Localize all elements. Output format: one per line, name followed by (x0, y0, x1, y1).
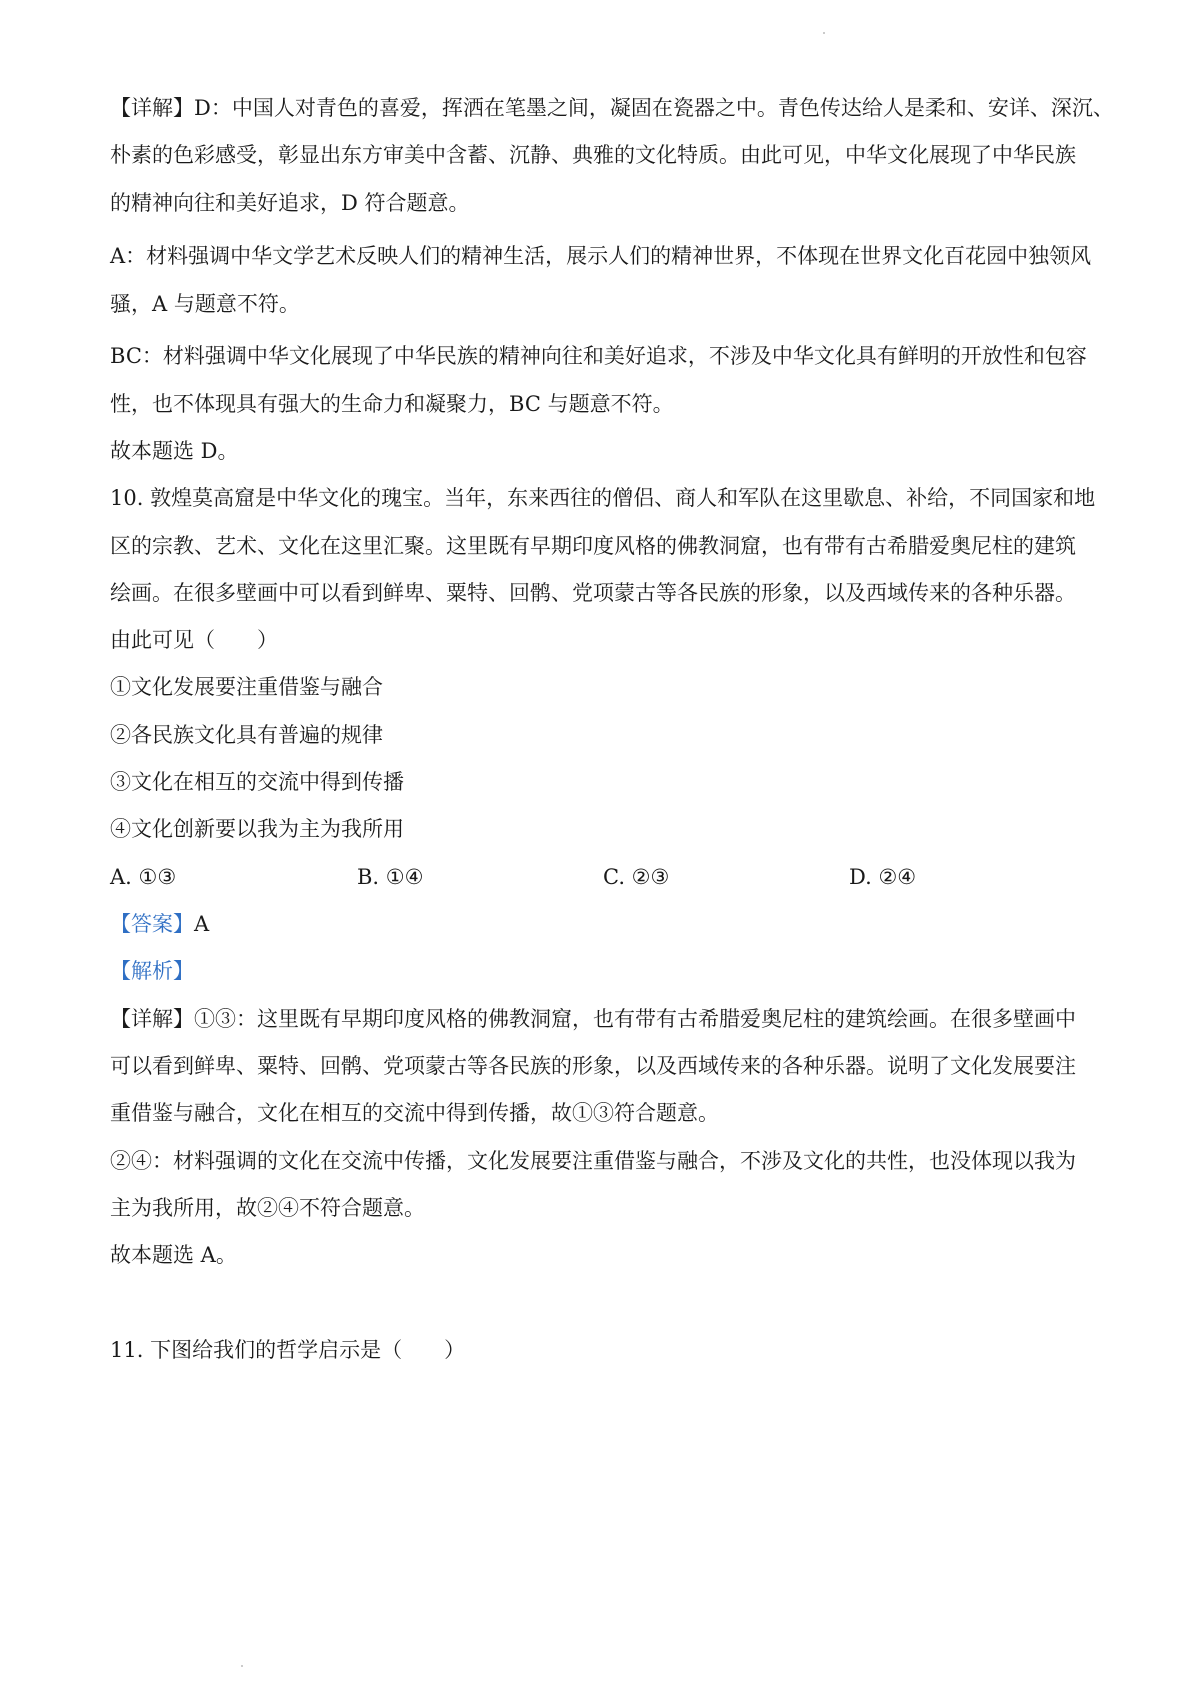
q10-option-d: D. ②④ (849, 865, 917, 889)
scan-speck (823, 32, 825, 34)
q10-detail-line-1 (110, 1004, 1100, 1034)
q9-option-bc-analysis-line-2: 性，也不体现具有强大的生命力和凝聚力，BC 与题意不符。 (110, 392, 674, 416)
q10-analysis-heading (110, 956, 1100, 986)
q10-statement-3: ③文化在相互的交流中得到传播 (110, 770, 404, 794)
q10-detail-line-4: ②④：材料强调的文化在交流中传播，文化发展要注重借鉴与融合，不涉及文化的共性，也没体现以我为 (110, 1149, 1076, 1173)
q9-detail-text: D：中国人对青色的喜爱，挥洒在笔墨之间，凝固在瓷器之中。青色传达给人是柔和、安详、深沉、 (194, 96, 1114, 120)
q10-stem-line-3: 绘画。在很多壁画中可以看到鲜卑、粟特、回鹘、党项蒙古等各民族的形象，以及西域传来的各种乐器。 (110, 581, 1076, 605)
scan-speck (241, 1665, 243, 1667)
answer-value: A (194, 912, 210, 936)
q10-detail-line-2: 可以看到鲜卑、粟特、回鹘、党项蒙古等各民族的形象，以及西域传来的各种乐器。说明了文化发展要注 (110, 1054, 1076, 1078)
detail-tag: 【详解】 (110, 96, 194, 120)
answer-tag: 【答案】 (110, 912, 194, 936)
q10-stem-line-1: 10. 敦煌莫高窟是中华文化的瑰宝。当年，东来西往的僧侣、商人和军队在这里歇息、补给，不同国家和地 (110, 486, 1096, 510)
q10-answer (110, 909, 1100, 939)
q9-option-a-analysis-line-1: A：材料强调中华文学艺术反映人们的精神生活，展示人们的精神世界，不体现在世界文化百花园中独领风 (110, 244, 1092, 268)
q9-detail-line-2: 朴素的色彩感受，彰显出东方审美中含蓄、沉静、典雅的文化特质。由此可见，中华文化展现了中华民族 (110, 143, 1076, 167)
analysis-tag: 【解析】 (110, 959, 194, 983)
q10-option-a: A. ①③ (110, 865, 177, 889)
q10-option-b: B. ①④ (357, 865, 424, 889)
q9-option-bc-analysis-line-1: BC：材料强调中华文化展现了中华民族的精神向往和美好追求，不涉及中华文化具有鲜明的开放性和包容 (110, 344, 1087, 368)
q10-statement-1: ①文化发展要注重借鉴与融合 (110, 675, 383, 699)
q11-stem: 11. 下图给我们的哲学启示是（ ） (110, 1338, 466, 1362)
detail-tag: 【详解】 (110, 1007, 194, 1031)
q10-option-c: C. ②③ (603, 865, 670, 889)
q10-stem-line-2: 区的宗教、艺术、文化在这里汇聚。这里既有早期印度风格的佛教洞窟，也有带有古希腊爱奥尼柱的建筑 (110, 534, 1076, 558)
q10-statement-2: ②各民族文化具有普遍的规律 (110, 723, 383, 747)
q10-detail-text: ①③：这里既有早期印度风格的佛教洞窟，也有带有古希腊爱奥尼柱的建筑绘画。在很多壁画中 (194, 1007, 1076, 1031)
q9-option-a-analysis-line-2: 骚，A 与题意不符。 (110, 292, 300, 316)
q9-detail-line-3: 的精神向往和美好追求，D 符合题意。 (110, 191, 470, 215)
q9-detail-line-1 (110, 93, 1114, 123)
q10-statement-4: ④文化创新要以我为主为我所用 (110, 817, 404, 841)
q10-detail-line-3: 重借鉴与融合，文化在相互的交流中得到传播，故①③符合题意。 (110, 1101, 719, 1125)
q9-conclusion: 故本题选 D。 (110, 439, 239, 463)
q10-stem-line-4: 由此可见（ ） (110, 628, 278, 652)
q10-conclusion: 故本题选 A。 (110, 1243, 237, 1267)
q10-detail-line-5: 主为我所用，故②④不符合题意。 (110, 1196, 425, 1220)
